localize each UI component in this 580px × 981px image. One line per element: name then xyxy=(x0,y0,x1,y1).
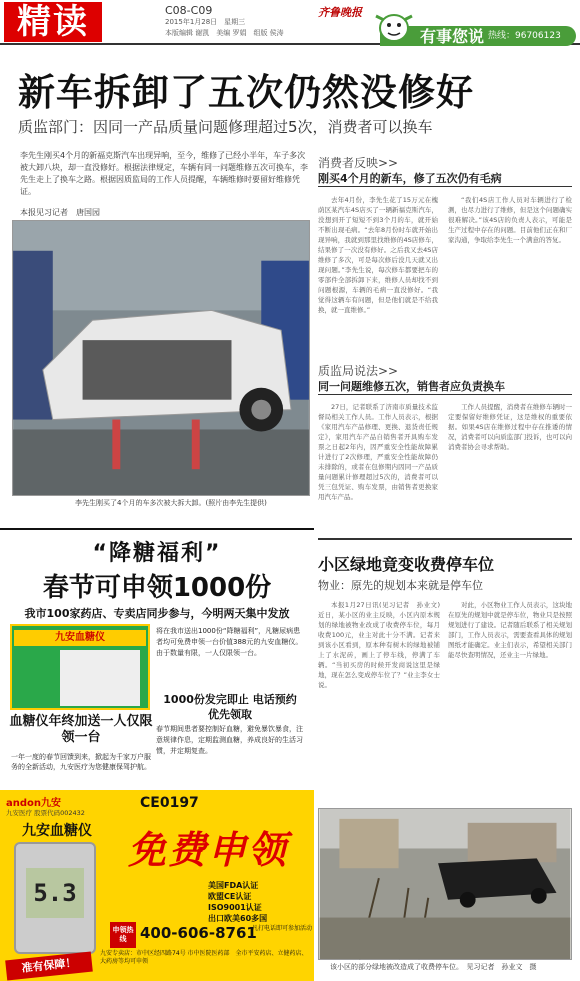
phone-number[interactable]: 400-606-8761 xyxy=(140,924,257,942)
phone-note: 凡打电话即可参加活动 xyxy=(252,925,313,932)
store-address: 九安专卖店：市中区经四路74号 市中医院医药部 全市平安药店、立健药店、大药房等均可申领 xyxy=(100,950,308,965)
section-title: 同一问题维修五次，销售者应负责换车 xyxy=(318,380,505,393)
ad-headline-main: 春节可申领1000份 xyxy=(42,573,272,603)
page-numbers: C08-C09 xyxy=(165,4,213,17)
ad-photo xyxy=(60,650,140,706)
article2-subtitle: 物业：原先的规划本来就是停车位 xyxy=(318,579,483,592)
parking-photo xyxy=(318,808,572,960)
article-title: 新车拆卸了五次仍然没修好 xyxy=(18,71,474,114)
ad-body-left: 一年一度的春节回馈到来，掀起为千家万户服务的全新活动，九安医疗为您健康保驾护航。 xyxy=(11,753,151,771)
product-name: 九安血糖仪 xyxy=(22,823,92,839)
divider xyxy=(318,538,572,540)
ad-offer-left: 血糖仪年终加送一人仅限领一台 xyxy=(9,714,153,745)
mascot-icon xyxy=(370,8,418,44)
photo-caption: 李先生刚买了4个月的车多次被大拆大卸。(照片由李先生提供) xyxy=(75,499,267,507)
article2-title: 小区绿地竟变收费停车位 xyxy=(318,555,495,574)
cert-item: 出口欧美60多国 xyxy=(208,914,268,923)
paper-name: 齐鲁晚报 xyxy=(318,6,362,19)
column-name: 有事您说 xyxy=(420,27,485,46)
article-column: 工作人员提醒，消费者在维修车辆时一定要保留好维修凭证，这是维权的重要依据。如果4S店在维修过程中存在推诿的情况，消费者可以向质监部门投诉，也可以向消费者协会寻求帮助。 xyxy=(448,403,572,451)
article-byline: 本报见习记者 唐国园 xyxy=(20,208,100,217)
product-box-label: 九安血糖仪 xyxy=(14,630,146,646)
ad-body: 春节期间患者要控制好血糖，避免暴饮暴食，注意规律作息，定期监测血糖，养成良好的生活习惯，并定期复查。 xyxy=(156,725,303,755)
cert-item: 美国FDA认证 xyxy=(208,881,259,890)
brand-sub: 九安医疗 股票代码002432 xyxy=(6,809,85,817)
staff-line: 本版编辑 谢凯 美编 罗娟 组版 侯涛 xyxy=(165,29,284,37)
guarantee-badge: 准有保障！ xyxy=(5,952,93,981)
article2-column: 本报1月27日讯(见习记者 孙业文) 近日，某小区的业主反映，小区内原本规划的绿地被物业改成了收费停车位，每月收费100元，业主对此十分不满。记者来到该小区看到，原本种有树木的绿地被铺上了水泥砖，画上了停车线，停满了车辆。“当初买房的时候开发商说这里是绿地，现在怎么变成停车位了？”业主李女士说。 xyxy=(318,601,447,689)
section-head: 质监局说法>> xyxy=(318,364,399,378)
ad-body: 将在我市送出1000份“降糖福利”，凡糖尿病患者均可免费申领一台价值388元的九安血糖仪。由于数量有限，一人仅限领一台。 xyxy=(156,627,303,657)
article-column: 去年4月份，李先生花了15万元在槐荫区某汽车4S店买了一辆新福克斯汽车，没想到开了短短不到3个月的车，就开始不断出现毛病。“去年8月份时车就开始出现异响，我就到那里找维修的4S店修车，结果修了一次没有修好。之后我又去4S店维修了多次，可是每次修后没几天就又出现问题。”李先生说，每次修车都要把车的零部件全部拆卸下来，维修人员却找不到问题根源，车辆的毛病一直没修好。“我觉得这辆车有问题，但是他们就是不给我换，就一直维修。” xyxy=(318,196,438,314)
car-photo xyxy=(12,220,310,496)
article-column: “我们4S店工作人员对车辆进行了检测，也尽力进行了维修，但是这个问题确实很难解决。”该4S店的负责人表示，可能是生产过程中存在的问题。目前他们正在和厂家沟通，争取给李先生一个满意的答复。 xyxy=(448,196,572,244)
article2-column: 对此，小区物业工作人员表示，这块地在原先的规划中就是停车位，物业只是按照规划进行了建设。记者随后联系了相关规划部门，工作人员表示，需要查看具体的规划图纸才能确定。业主们表示，希望相关部门能尽快查明情况，还业主一片绿地。 xyxy=(448,601,572,659)
cert-item: ISO9001认证 xyxy=(208,903,262,912)
divider xyxy=(318,186,572,187)
divider xyxy=(318,394,572,395)
ad-offer-title: 1000份发完即止 电话预约优先领取 xyxy=(163,693,297,721)
cert-item: 欧盟CE认证 xyxy=(208,892,252,901)
hotline-number: 热线：96706123 xyxy=(488,31,561,41)
section-masthead: 精读 xyxy=(4,2,102,42)
free-claim-banner: 免费申领 xyxy=(127,827,288,872)
cert-list xyxy=(208,880,267,924)
ad-subheadline: 我市100家药店、专卖店同步参与，今明两天集中发放 xyxy=(24,607,290,620)
brand-logo: andon九安 xyxy=(6,798,62,809)
section-title: 刚买4个月的新车，修了五次仍有毛病 xyxy=(318,172,502,185)
date-line: 2015年1月28日 星期三 xyxy=(165,18,246,26)
ad-headline: “降糖福利” xyxy=(92,541,222,566)
article-column: 27日，记者联系了济南市质量技术监督局相关工作人员。工作人员表示，根据《家用汽车产品修理、更换、退货责任规定》，家用汽车产品自销售者开具购车发票之日起2年内，因严重安全性能故障累计进行了2次修理，严重安全性能故障仍未排除的，或者在包修期内因同一产品质量问题累计修理超过5次的，消费者可以凭三包凭证、购车发票，由销售者更换家用汽车产品。 xyxy=(318,403,438,501)
photo2-caption: 该小区的部分绿地被改造成了收费停车位。 见习记者 孙业文 摄 xyxy=(330,963,537,971)
meter-screen: 5.3 xyxy=(26,868,84,918)
article-lede: 李先生刚买4个月的新福克斯汽车出现异响，至今，维修了已经小半年，车子多次被大卸八块，却一直没修好。根据法律规定，车辆有同一问题维修五次可换车，李先生走上了换车之路。根据因质监局的工作人员提醒，车辆维修时要留好维修凭证。 xyxy=(20,151,308,196)
phone-tag: 申领热线 xyxy=(110,922,136,948)
section-head: 消费者反映>> xyxy=(318,156,399,170)
article-subtitle: 质监部门：因同一产品质量问题修理超过5次，消费者可以换车 xyxy=(18,118,433,136)
cert-mark: CE0197 xyxy=(140,795,199,811)
